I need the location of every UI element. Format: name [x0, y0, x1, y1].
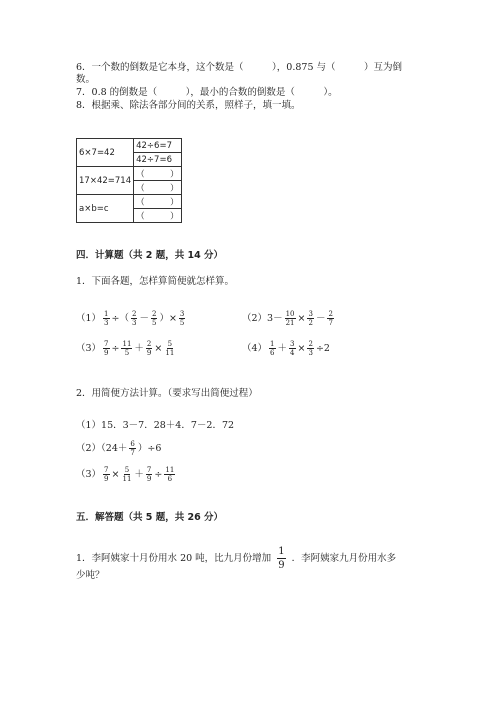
relation-left-cell: 17×42=714 [77, 167, 134, 195]
relation-blank-cell[interactable]: （ ） [134, 195, 182, 209]
fraction: $\frac{2}{5}$ [151, 310, 157, 327]
fraction: $\frac{7}{9}$ [146, 466, 152, 483]
calc-problem-2: （2）3－ $\frac{10}{21}$ × $\frac{3}{2}$ － $\frac{2}{7}$ [242, 310, 333, 327]
fraction: $\frac{3}{2}$ [308, 310, 313, 327]
section-4-heading: 四．计算题（共 2 题，共 14 分） [76, 250, 224, 261]
calc-problem-3: （3） $\frac{7}{9}$ ÷ $\frac{11}{5}$ ＋ $\frac{2}{9}$ × $\frac{5}{11}$ [76, 340, 175, 357]
fraction: $\frac{11}{6}$ [165, 466, 175, 483]
question-7: 7．0.8 的倒数是（ ），最小的合数的倒数是（ ）。 [76, 87, 338, 98]
fraction: $\frac{2}{3}$ [131, 310, 137, 327]
problem-label: （2）3－ [242, 313, 283, 324]
relation-table [76, 138, 182, 223]
fraction: $\frac{5}{11}$ [122, 466, 132, 483]
relation-left-cell: 6×7=42 [77, 139, 134, 167]
relation-right-cell: 42÷7=6 [134, 153, 182, 167]
problem-label: （4） [242, 343, 268, 354]
calc-problem-4: （4） $\frac{1}{6}$ ＋ $\frac{3}{4}$ × $\frac{2}{3}$ ÷2 [242, 340, 330, 357]
question-6-line2: 数。 [76, 74, 96, 85]
relation-left-cell: a×b=c [77, 195, 134, 223]
simple-problem-2: （2）（24＋ $\frac{6}{7}$ ）÷6 [76, 440, 162, 457]
fraction: $\frac{11}{5}$ [122, 340, 132, 357]
fraction: $\frac{1}{6}$ [270, 340, 275, 357]
relation-blank-cell[interactable]: （ ） [134, 209, 182, 223]
fraction: $\frac{2}{3}$ [308, 340, 313, 357]
problem-label: （1） [76, 313, 102, 324]
calc-problem-1: （1） $\frac{1}{3}$ ÷（ $\frac{2}{3}$ － $\frac{2}{5}$ ）× $\frac{3}{5}$ [76, 310, 185, 327]
problem-label: （3） [76, 343, 102, 354]
section-4-question-2: 2．用简便方法计算。（要求写出简便过程） [76, 388, 258, 399]
fraction: $\frac{7}{9}$ [104, 340, 109, 357]
fraction: $\frac{5}{11}$ [165, 340, 175, 357]
fraction: $\frac{2}{7}$ [328, 310, 333, 327]
fraction: $\frac{3}{5}$ [179, 310, 185, 327]
fraction: $\frac{10}{21}$ [285, 310, 295, 327]
section-5-question-1-line1: 1．李阿姨家十月份用水 20 吨，比九月份增加 $\frac{1}{9}$ ．李阿姨家九月份用水多 [76, 546, 397, 571]
section-5-heading: 五．解答题（共 5 题，共 26 分） [76, 512, 224, 523]
simple-problem-1: （1）15．3－7．28＋4．7－2．72 [76, 420, 235, 431]
relation-right-cell: 42÷6=7 [134, 139, 182, 153]
fraction: $\frac{2}{9}$ [146, 340, 152, 357]
simple-problem-3: （3） $\frac{7}{9}$ × $\frac{5}{11}$ ＋ $\frac{7}{9}$ ÷ $\frac{11}{6}$ [76, 466, 175, 483]
section-4-question-1: 1．下面各题，怎样算简便就怎样算。 [76, 276, 235, 287]
question-6-line1: 6．一个数的倒数是它本身，这个数是（ ），0.875 与（ ）互为倒 [76, 62, 403, 73]
fraction: $\frac{6}{7}$ [130, 440, 135, 457]
fraction: $\frac{1}{9}$ [278, 546, 285, 571]
relation-blank-cell[interactable]: （ ） [134, 167, 182, 181]
relation-blank-cell[interactable]: （ ） [134, 181, 182, 195]
question-8: 8．根据乘、除法各部分间的关系，照样子，填一填。 [76, 100, 301, 111]
fraction: $\frac{3}{4}$ [290, 340, 295, 357]
fraction: $\frac{1}{3}$ [104, 310, 109, 327]
fraction: $\frac{7}{9}$ [104, 466, 109, 483]
section-5-question-1-line2: 少吨？ [76, 570, 105, 581]
